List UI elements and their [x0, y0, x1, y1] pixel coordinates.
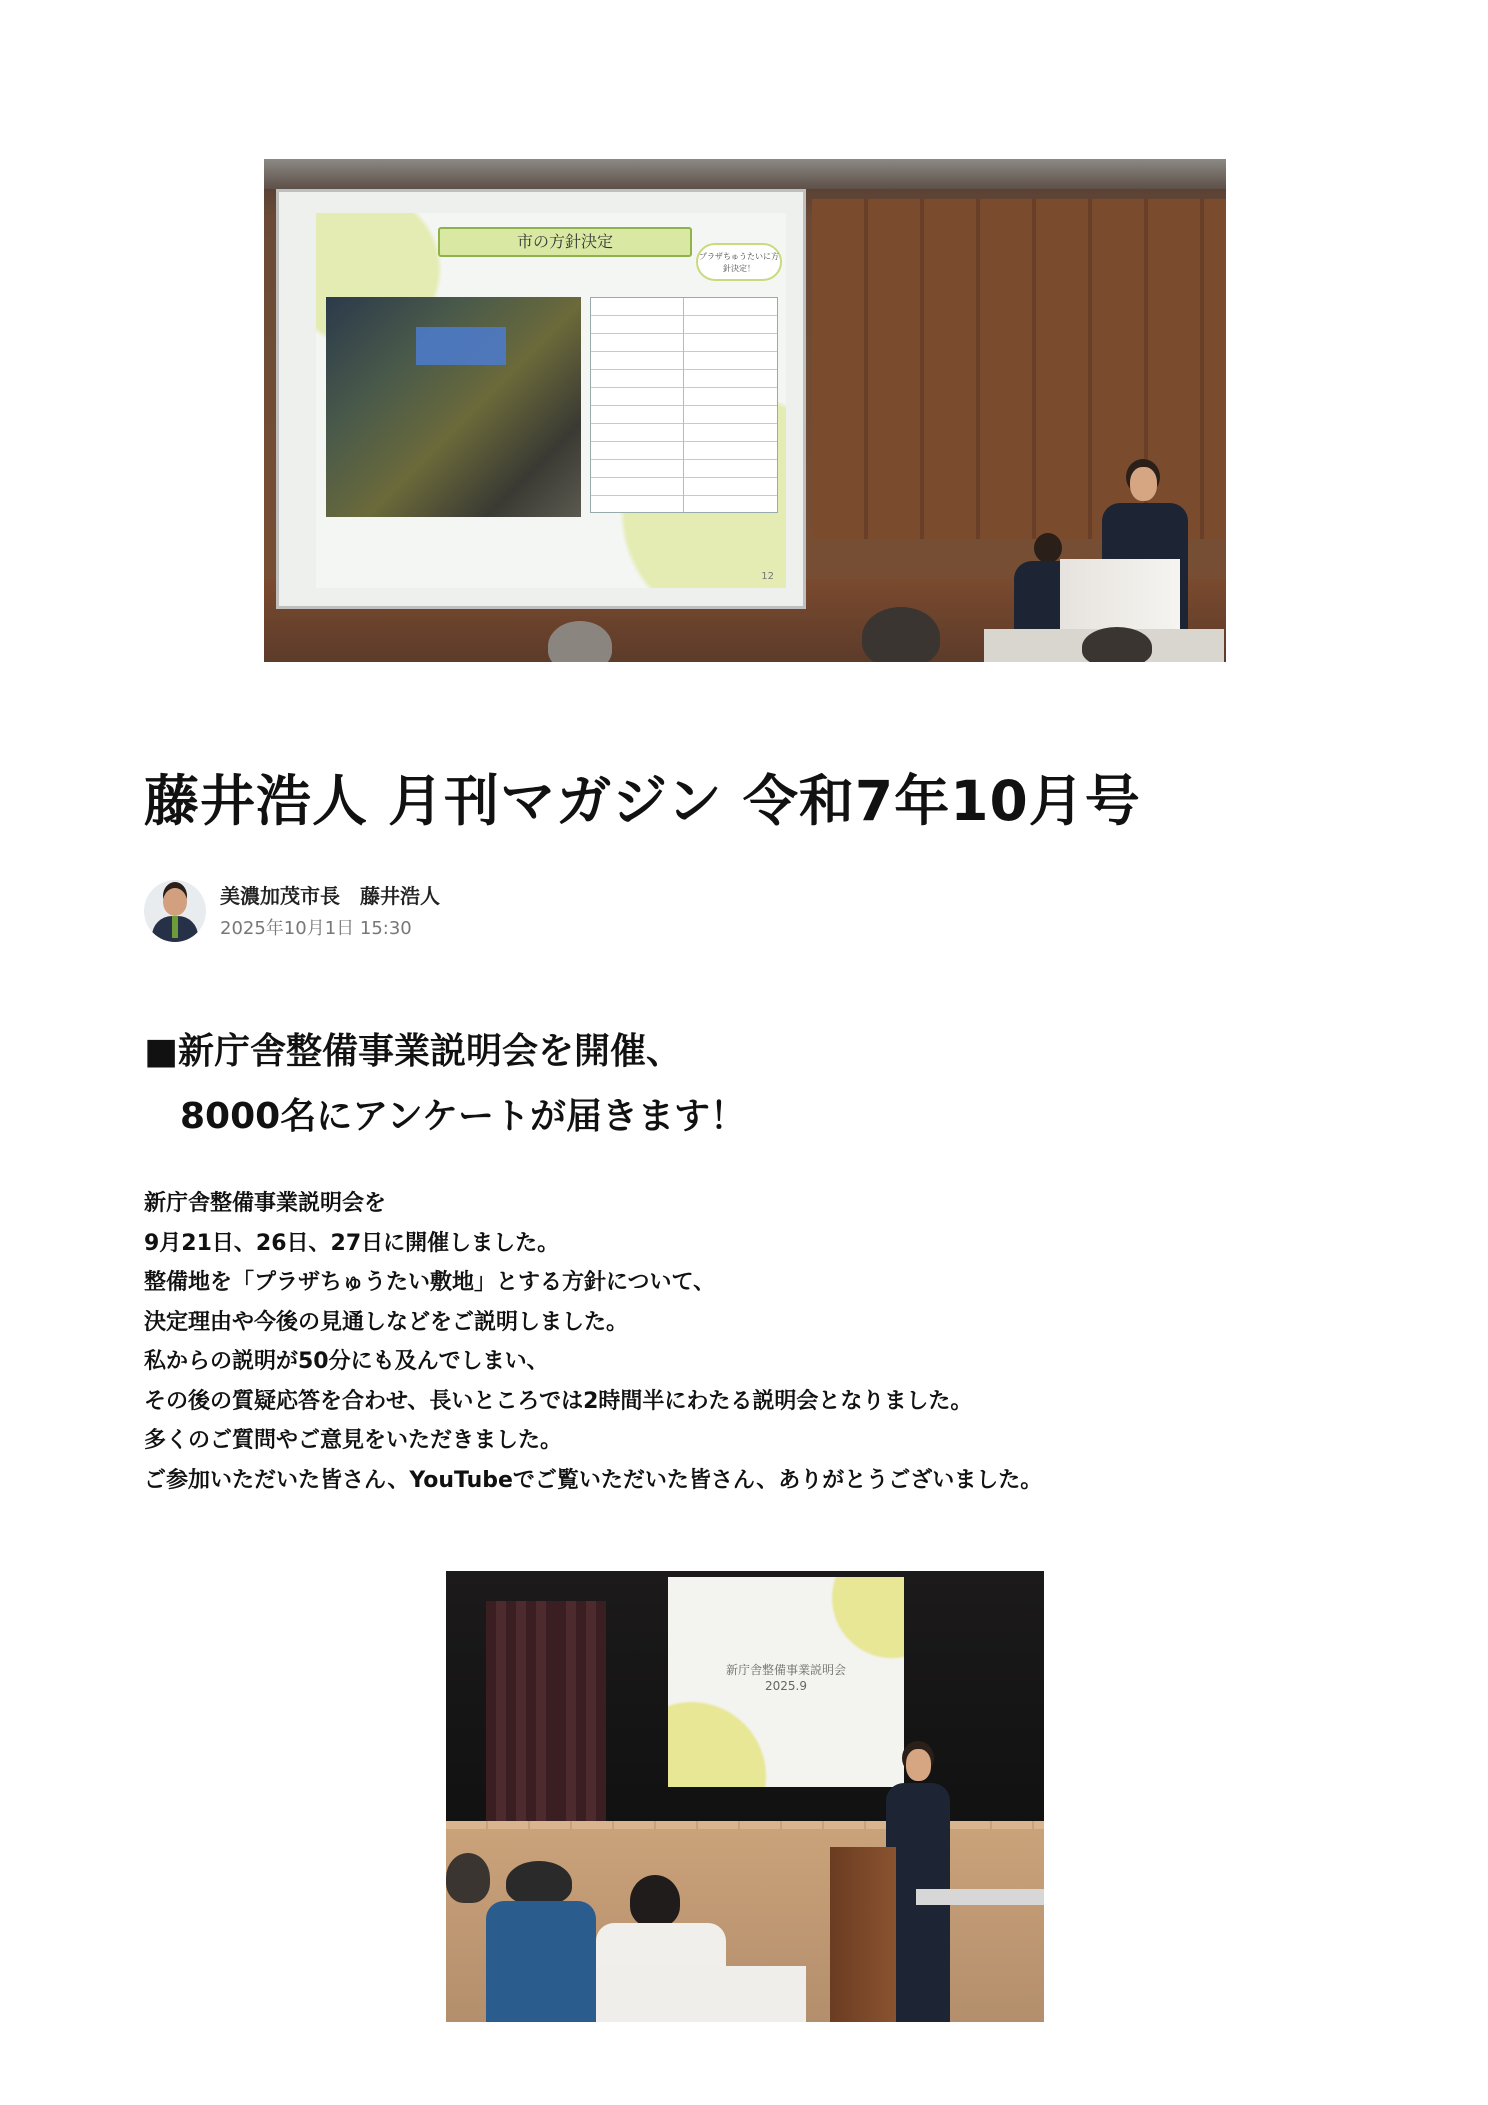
body-line: 整備地を「プラザちゅうたい敷地」とする方針について、 [144, 1270, 716, 1295]
article-body [144, 1184, 1344, 1500]
body-line: ご参加いただいた皆さん、YouTubeでご覧いただいた皆さん、ありがとうございました。 [144, 1467, 1043, 1493]
building-block [416, 327, 506, 365]
audience-head [548, 621, 612, 662]
body-line: その後の質疑応答を合わせ、長いところでは2時間半にわたる説明会となりました。 [144, 1388, 973, 1414]
body-line: 私からの説明が50分にも及んでしまい、 [144, 1349, 549, 1374]
avatar-head [163, 888, 187, 916]
audience-head [630, 1875, 680, 1927]
ceiling [264, 159, 1226, 189]
audience-body-blue [486, 1901, 596, 2022]
screen-date: 2025.9 [765, 1679, 807, 1693]
seated-person-head [1034, 533, 1062, 563]
speaker-face [1130, 467, 1157, 501]
body-line: 多くのご質問やご意見をいただきました。 [144, 1428, 563, 1453]
site-aerial-image [326, 297, 581, 517]
section-heading-line-1: ■新庁舎整備事業説明会を開催、 [144, 1031, 683, 1072]
screen-title: 新庁舎整備事業説明会 [725, 1663, 846, 1677]
presentation-slide [316, 213, 786, 588]
side-table [916, 1889, 1044, 1905]
audience-desk [596, 1966, 806, 2022]
article-title: 藤井浩人 月刊マガジン 令和7年10月号 [144, 769, 1141, 833]
projection-screen [276, 189, 806, 609]
audience-head [506, 1861, 572, 1905]
audience-head [862, 607, 940, 662]
avatar-tie [172, 916, 178, 938]
meeting-photo-bottom [446, 1571, 1044, 2022]
body-line: 新庁舎整備事業説明会を [144, 1191, 387, 1216]
audience-head [446, 1853, 490, 1903]
slide-page-number: 12 [761, 571, 774, 582]
body-line: 9月21日、26日、27日に開催しました。 [144, 1230, 560, 1256]
podium [830, 1847, 896, 2022]
publish-date: 2025年10月1日 15:30 [220, 918, 412, 939]
body-line: 決定理由や今後の見通しなどをご説明しました。 [144, 1309, 629, 1335]
slide-speech-bubble: プラザちゅうたいに方針決定！ [696, 243, 782, 281]
slide-title: 市の方針決定 [438, 227, 692, 257]
slide-spec-table [590, 297, 778, 513]
meeting-photo-top [264, 159, 1226, 662]
author-name[interactable]: 美濃加茂市長 藤井浩人 [220, 884, 440, 908]
curtain-mid [556, 1601, 606, 1831]
curtain-left [486, 1601, 556, 1831]
projection-screen [668, 1577, 904, 1787]
section-heading-line-2: 8000名にアンケートが届きます！ [180, 1096, 747, 1137]
speaker-face [906, 1749, 931, 1781]
audience-head [1082, 627, 1152, 662]
author-avatar [144, 880, 206, 942]
wood-wall [812, 199, 1226, 539]
